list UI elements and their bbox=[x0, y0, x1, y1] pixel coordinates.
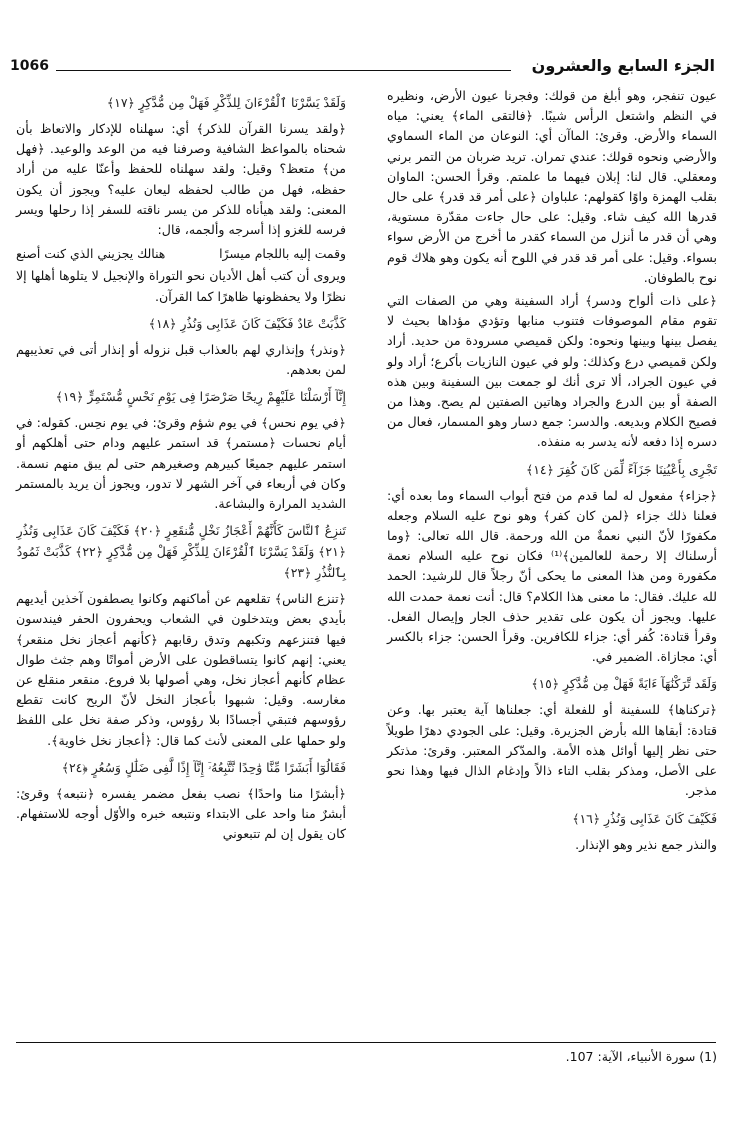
quran-verse: تَجْرِى بِأَعْيُنِنَا جَزَآءً لِّمَن كَانَ كُفِرَ ﴿١٤﴾ bbox=[526, 461, 717, 477]
footnote-rule bbox=[16, 1042, 716, 1043]
page-number: 1066 bbox=[10, 58, 49, 74]
commentary-paragraph: عيون تنفجر، وهو أبلغ من قولك: وفجرنا عيون الأرض، ونظيره في النظم واشتعل الرأس شيبًا. ﴿فالتقى الماء﴾ يعني: مياه السماء والأرض. وقرئ: الماآن أي: النوعان من الماء السماوي والأرضي ونحوه قولك: عندي تمران. تريد ضربان من التمر برني ومعقلي. قال لنا: إبلان فيهما ما علمتم. وقرأ الحسن: الماوان بقلب الهمزة واوًا كقولهم: علباوان ﴿على أمر قد قدر﴾ على حال قدرها الله كيف شاء. وقيل: على حال جاءت مقدّرة مستوية، وهي أن قدر ما أنزل من السماء كقدر ما أخرج من الأرض سواء بسواء. وقيل: على أمر قد قدر في اللوح أنه يكون وهو هلاك قوم نوح بالطوفان. bbox=[387, 88, 717, 285]
quran-verse: كَذَّبَتْ عَادٌ فَكَيْفَ كَانَ عَذَابِى وَنُذُرِ ﴿١٨﴾ bbox=[148, 315, 346, 331]
commentary-paragraph: ﴿في يوم نحس﴾ في يوم شؤم وقرئ: في يوم نحِس. كقوله: في أيام نحسات ﴿مستمر﴾ قد استمر عليهم ودام حتى أهلكهم أو استمر عليهم جميعًا كبيرهم وصغيرهم حتى لم يبق منهم نسمة. وكان في أربعاء في آخر الشهر لا تدور، ويجوز أن يريد بالمستمر الشديد المرارة والبشاعة. bbox=[16, 415, 346, 512]
commentary-paragraph: والنذر جمع نذير وهو الإنذار. bbox=[575, 836, 717, 852]
right-column bbox=[387, 86, 717, 858]
quran-verse: تَنزِعُ ٱلنَّاسَ كَأَنَّهُمْ أَعْجَازُ نَخْلٍ مُّنقَعِرٍ ﴿٢٠﴾ فَكَيْفَ كَانَ عَذَابِى وَنُذُرِ ﴿٢١﴾ وَلَقَدْ يَسَّرْنَا ٱلْقُرْءَانَ لِلذِّكْرِ فَهَلْ مِن مُّدَّكِرٍ ﴿٢٢﴾ كَذَّبَتْ ثَمُودُ بِٱلنُّذُرِ ﴿٢٣﴾ bbox=[16, 523, 346, 581]
commentary-paragraph: ﴿تركناها﴾ للسفينة أو للفعلة أي: جعلناها آية يعتبر بها. وعن قتادة: أبقاها الله بأرض الجزيرة. وقيل: على الجودي دهرًا طويلاً حتى نظر إليها أوائل هذه الأمة. والمدّكر المعتبر. وقرئ: مذتكر على الأصل، ومذكر بقلب التاء ذالاً وإدغام الذال فيها وهذا نحو مذجر. bbox=[387, 702, 717, 799]
quran-verse: وَلَقَدْ يَسَّرْنَا ٱلْقُرْءَانَ لِلذِّكْرِ فَهَلْ مِن مُّدَّكِرٍ ﴿١٧﴾ bbox=[106, 95, 346, 110]
commentary-paragraph: ﴿أبشرًا منا واحدًا﴾ نصب بفعل مضمر يفسره ﴿نتبعه﴾ وقرئ: أبشرٌ منا واحد على الابتداء ونتبعه خبره والأوّل أوجه للاستفهام. كان يقول إن لم تتبعوني bbox=[16, 785, 346, 842]
part-title: الجزء السابع والعشرون bbox=[531, 56, 715, 75]
footnote: (1) سورة الأنبياء، الآية: 107. bbox=[565, 1049, 717, 1064]
commentary-paragraph: ﴿على ذات ألواح ودسر﴾ أراد السفينة وهي من الصفات التي تقوم مقام الموصوفات فتنوب منابها وتؤدي مؤداها بحيث لا يفصل بينها وبينها ونحوه: ولكن قميصي مسرودة من حديد. أراد ولكن قميصي درع وكذلك: ولو في عيون النازيات بأكرع؛ أراد ولو في عيون الجراد، ألا ترى أنك لو جمعت بين السفينة وبين هذه الصفة أو بين الدرع والجراد وهاتين الصفتين لم يصح. وهذا من فصيح الكلام وبديعه. والدسر: جمع دسار وهو المسمار، فعال من دسره إذا دفعه لأنه يدسر به منفذه. bbox=[387, 293, 717, 450]
commentary-paragraph: ويروى أن كتب أهل الأديان نحو التوراة والإنجيل لا يتلوها أهلها إلا نظرًا ولا يحفظونها ظاهرًا كما القرآن. bbox=[16, 268, 346, 304]
header-rule bbox=[56, 70, 511, 71]
quran-verse: إِنَّآ أَرْسَلْنَا عَلَيْهِمْ رِيحًا صَرْصَرًا فِى يَوْمِ نَحْسٍ مُّسْتَمِرٍّ ﴿١٩﴾ bbox=[55, 389, 346, 405]
commentary-paragraph: ﴿ولقد يسرنا القرآن للذكر﴾ أي: سهلناه للإدكار والاتعاظ بأن شحناه بالمواعظ الشافية وصرفنا فيه من الوعد والوعيد. ﴿فهل من﴾ متعظ؟ وقيل: ولقد سهلناه للحفظ وأعنّا عليه من أراد حفظه، فهل من طالب لحفظه ليعان عليه؟ ويجوز أن يكون المعنى: ولقد هيأناه للذكر من يسر ناقته للسفر إذا رحلها ويسر فرسه للغزو إذا أسرجه وألجمه، قال: bbox=[16, 121, 346, 238]
poem-hemistich-left: هنالك يجزيني الذي كنت أصنع bbox=[16, 246, 166, 262]
poem-verse bbox=[16, 244, 346, 264]
commentary-paragraph: ﴿تنزع الناس﴾ تقلعهم عن أماكنهم وكانوا يصطفون آخذين أيديهم بأيدي بعض ويتدخلون في الشعاب ويحفرون الحفر فيندسون فيها فتنزعهم وتكبهم وتدق رقابهم ﴿كأنهم أعجاز نخل منقعر﴾ يعني: إنهم كانوا يتساقطون على الأرض أمواتًا وهم جثث طوال عظام كأنهم أعجاز نخل، وهي أصولها بلا فروع. منقعر منقلع عن مغارسه. وقيل: شبهوا بأعجاز النخل لأنّ الريح كانت تقطع رؤوسهم فتبقي أجسادًا بلا رؤوس، وذكر صفة نخل على اللفظ ولو حملها على المعنى لأنث كما قال: ﴿أعجاز نخل خاوية﴾. bbox=[16, 591, 346, 748]
poem-hemistich-right: وقمت إليه باللجام ميسرًا bbox=[219, 246, 346, 262]
quran-verse: وَلَقَد تَّرَكْنَٰهَآ ءَايَةً فَهَلْ مِن مُّدَّكِرٍ ﴿١٥﴾ bbox=[531, 676, 717, 692]
commentary-paragraph: ﴿ونذر﴾ وإنذاري لهم بالعذاب قبل نزوله أو إنذار أتى في تعذيبهم لمن بعدهم. bbox=[16, 341, 346, 378]
left-column bbox=[16, 86, 346, 847]
quran-verse: فَقَالُوٓا أَبَشَرًا مِّنَّا وَٰحِدًا نَّتَّبِعُهُۥٓ إِنَّآ إِذًا لَّفِى ضَلَٰلٍ وَسُعُرٍ ﴿٢٤﴾ bbox=[61, 759, 346, 775]
commentary-paragraph: ﴿جزاء﴾ مفعول له لما قدم من فتح أبواب السماء وما بعده أي: فعلنا ذلك جزاء ﴿لمن كان كفر﴾ وهو نوح عليه السلام وجعله مكفورًا لأنّ النبي نعمةٌ من الله ورحمة. قال الله تعالى: ﴿وما أرسلناك إلا رحمة للعالمين﴾⁽¹⁾ فكان نوح عليه السلام نعمة مكفورة ومن هذا المعنى ما يحكى أنّ رجلاً قال للرشيد: الحمد لله عليك. فقال: ما معنى هذا الكلام؟ قال: أنت نعمة حمدت الله عليها. ويجوز أن يكون على تقدير حذف الجار وإيصال الفعل. وقرأ قتادة: كُفر أي: جزاء للكافرين. وقرأ الحسن: جزاء بالكسر أي: مجازاة. الضمير في. bbox=[387, 487, 717, 665]
quran-verse: فَكَيْفَ كَانَ عَذَابِى وَنُذُرِ ﴿١٦﴾ bbox=[572, 810, 717, 826]
page-header bbox=[10, 56, 715, 80]
